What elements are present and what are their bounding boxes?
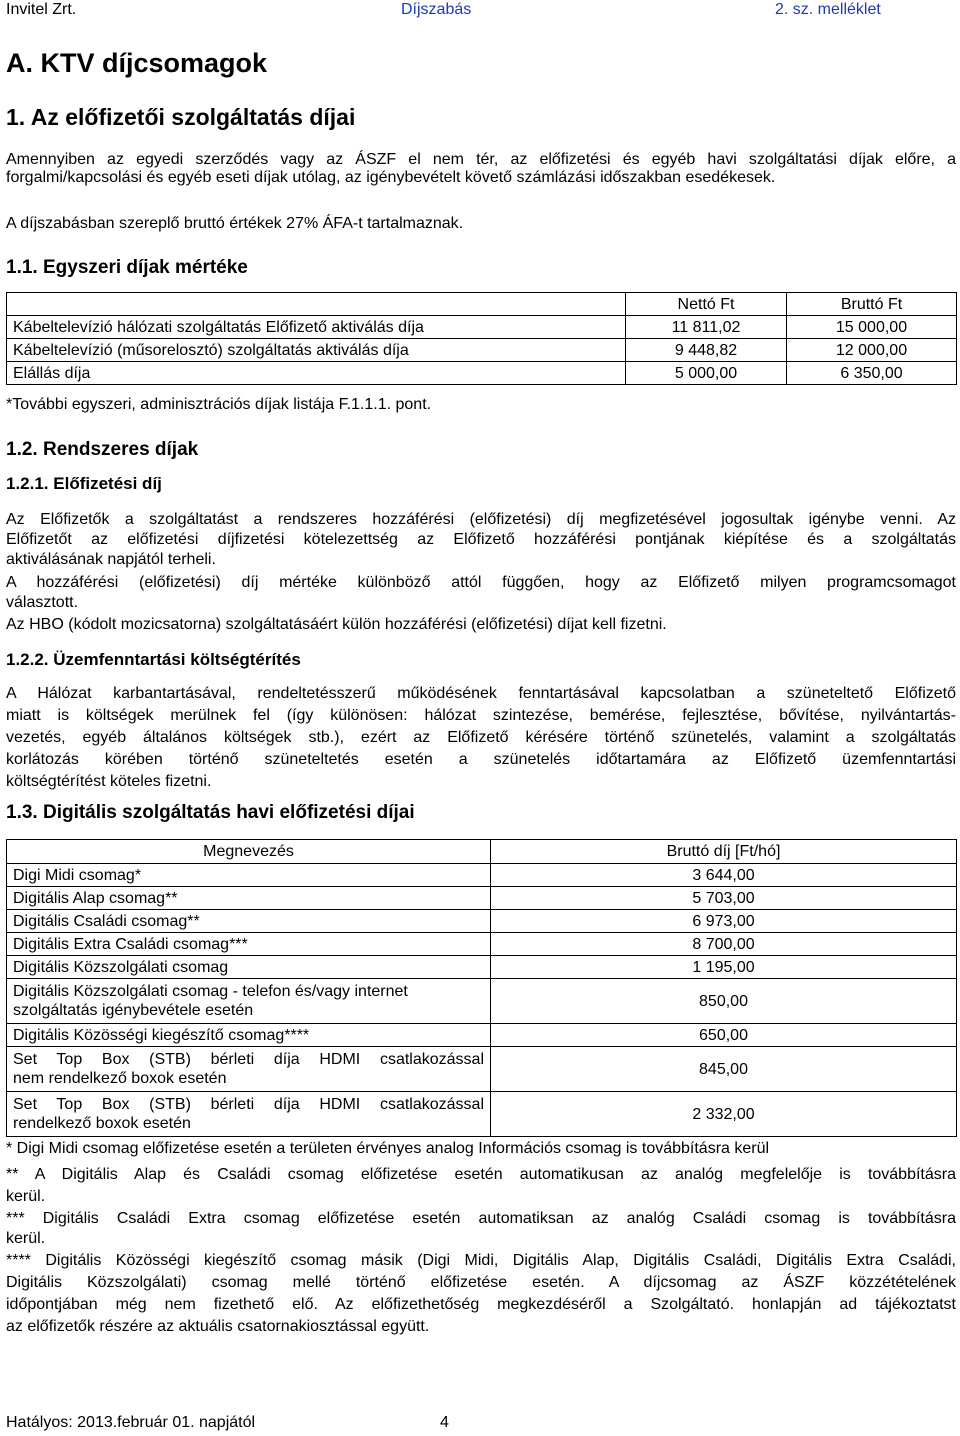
table-row xyxy=(7,910,957,933)
header-center: Díjszabás xyxy=(401,1,472,18)
table-row xyxy=(7,316,957,339)
one-time-note: *További egyszeri, adminisztrációs díjak listája F.1.1.1. pont. xyxy=(6,396,432,413)
package-name-line2: rendelkező boxok esetén xyxy=(13,1115,191,1132)
section-heading: 1. Az előfizetői szolgáltatás díjai xyxy=(6,104,356,130)
subscription-heading: 1.2.1. Előfizetési díj xyxy=(6,474,162,493)
vat-note: A díjszabásban szereplő bruttó értékek 27% ÁFA-t tartalmaznak. xyxy=(6,215,464,232)
maintenance-heading: 1.2.2. Üzemfenntartási költségtérítés xyxy=(6,650,301,669)
footnote-4-line1: **** Digitális Közösségi kiegészítő csomag másik (Digi Midi, Digitális Alap, Digitális Családi, Digitális Extra Családi, xyxy=(6,1252,956,1269)
header-right: 2. sz. melléklet xyxy=(775,1,881,18)
package-price: 2 332,00 xyxy=(491,1092,957,1137)
package-name: Digitális Közösségi kiegészítő csomag**** xyxy=(7,1024,491,1047)
table-row xyxy=(7,339,957,362)
one-time-heading: 1.1. Egyszeri díjak mértéke xyxy=(6,257,248,278)
footnote-3-line2: kerül. xyxy=(6,1230,46,1247)
footer-effective-date: Hatályos: 2013.február 01. napjától xyxy=(6,1414,256,1431)
header-company: Invitel Zrt. xyxy=(6,1,77,18)
table-row xyxy=(7,1092,957,1137)
package-price: 650,00 xyxy=(491,1024,957,1047)
package-price: 6 973,00 xyxy=(491,910,957,933)
one-time-fees-table xyxy=(6,292,957,385)
package-name xyxy=(7,1092,491,1137)
digital-heading: 1.3. Digitális szolgáltatás havi előfizetési díjai xyxy=(6,802,415,823)
maintenance-line4: korlátozás körében történő szüneteltetés esetén a szünetelés időtartamára az Előfizető üzemfenntartási xyxy=(6,751,956,768)
table-row xyxy=(7,887,957,910)
package-name-line1: Set Top Box (STB) bérleti díja HDMI csatlakozással xyxy=(13,1096,484,1113)
footnote-2-line2: kerül. xyxy=(6,1188,46,1205)
package-name: Digitális Családi csomag** xyxy=(7,910,491,933)
package-price: 845,00 xyxy=(491,1047,957,1092)
table-row xyxy=(7,362,957,385)
subscription-p2-line1: A hozzáférési (előfizetési) díj mértéke különböző attól függően, hogy az Előfizető milyen programcsomagot xyxy=(6,574,956,591)
table-row xyxy=(7,933,957,956)
fee-gross: 15 000,00 xyxy=(787,316,957,339)
fee-gross: 12 000,00 xyxy=(787,339,957,362)
table-row xyxy=(7,1047,957,1092)
footnote-4-line4: az előfizetők részére az aktuális csatornakiosztással együtt. xyxy=(6,1318,430,1335)
maintenance-line5: költségtérítést köteles fizetni. xyxy=(6,773,212,790)
recurring-heading: 1.2. Rendszeres díjak xyxy=(6,439,199,460)
package-name-line1: Digitális Közszolgálati csomag - telefon és/vagy internet xyxy=(13,983,408,1000)
footnote-1: * Digi Midi csomag előfizetése esetén a területen érvényes analog Információs csomag is továbbításra kerül xyxy=(6,1140,770,1157)
package-name: Digi Midi csomag* xyxy=(7,864,491,887)
subscription-p1-line1: Az Előfizetők a szolgáltatást a rendszeres hozzáférési (előfizetési) díj megfizetésével jogosultak igénybe venni. Az xyxy=(6,511,956,528)
table-header-row xyxy=(7,293,957,316)
table-row xyxy=(7,864,957,887)
package-name xyxy=(7,1047,491,1092)
fee-net: 9 448,82 xyxy=(626,339,787,362)
subscription-p2-line2: választott. xyxy=(6,594,79,611)
intro-line-2: forgalmi/kapcsolási és egyéb eseti díjak utólag, az igénybevételt követő számlázási időszakban esedékesek. xyxy=(6,169,776,186)
fee-net: 11 811,02 xyxy=(626,316,787,339)
subscription-p3: Az HBO (kódolt mozicsatorna) szolgáltatásáért külön hozzáférési (előfizetési) díjat kell fizetni. xyxy=(6,616,667,633)
col-name: Megnevezés xyxy=(7,840,491,864)
package-name-line2: nem rendelkező boxok esetén xyxy=(13,1070,227,1087)
intro-line-1: Amennyiben az egyedi szerződés vagy az ÁSZF el nem tér, az előfizetési és egyéb havi szolgáltatási díjak előre, a xyxy=(6,151,956,168)
subscription-p1-line3: aktiválásának napjától terheli. xyxy=(6,551,216,568)
fee-name: Kábeltelevízió hálózati szolgáltatás Előfizető aktiválás díja xyxy=(7,316,626,339)
table-row xyxy=(7,1024,957,1047)
table-header-row xyxy=(7,840,957,864)
package-name-line2: szolgáltatás igénybevétele esetén xyxy=(13,1002,254,1019)
footnote-2-line1: ** A Digitális Alap és Családi csomag előfizetése esetén automatikusan az analóg megfelelője is továbbításra xyxy=(6,1166,956,1183)
package-name: Digitális Extra Családi csomag*** xyxy=(7,933,491,956)
fee-name: Kábeltelevízió (műsorelosztó) szolgáltatás aktiválás díja xyxy=(7,339,626,362)
footnote-3-line1: *** Digitális Családi Extra csomag előfizetése esetén automatiksan az analóg Családi csomag is továbbításra xyxy=(6,1210,956,1227)
package-name: Digitális Alap csomag** xyxy=(7,887,491,910)
footnote-4-line3: időpontjában még nem fizethető elő. Az előfizethetőség megkezdéséről a Szolgáltató. honlapján ad tájékoztatst xyxy=(6,1296,956,1313)
package-price: 8 700,00 xyxy=(491,933,957,956)
package-name xyxy=(7,979,491,1024)
package-price: 850,00 xyxy=(491,979,957,1024)
digital-packages-table xyxy=(6,839,957,1137)
fee-name: Elállás díja xyxy=(7,362,626,385)
table-row xyxy=(7,956,957,979)
package-name-line1: Set Top Box (STB) bérleti díja HDMI csatlakozással xyxy=(13,1051,484,1068)
package-price: 1 195,00 xyxy=(491,956,957,979)
package-name: Digitális Közszolgálati csomag xyxy=(7,956,491,979)
maintenance-line2: miatt is költségek merülnek fel (így különösen: hálózat szintezése, bemérése, fejlesztése, bővítése, nyilvántartás- xyxy=(6,707,956,724)
page-number: 4 xyxy=(440,1414,449,1431)
footnote-4-line2: Digitális Közszolgálati) csomag mellé történő előfizetése esetén. A díjcsomag az ÁSZF közzétételének xyxy=(6,1274,956,1291)
fee-gross: 6 350,00 xyxy=(787,362,957,385)
subscription-p1-line2: Előfizetőt az előfizetési díjfizetési kötelezettség az Előfizető hozzáférési pontjának kiépítése és a szolgáltatás xyxy=(6,531,956,548)
page-title: A. KTV díjcsomagok xyxy=(6,48,268,78)
package-price: 3 644,00 xyxy=(491,864,957,887)
package-price: 5 703,00 xyxy=(491,887,957,910)
maintenance-line1: A Hálózat karbantartásával, rendeltetésszerű működésének fenntartásával kapcsolatban a szüneteltető Előfizető xyxy=(6,685,956,702)
col-gross: Bruttó Ft xyxy=(787,293,957,316)
maintenance-line3: vezetés, egyéb általános költségek stb.), ezért az Előfizető kérésére történő szünetelés, valamint a szolgáltatás xyxy=(6,729,956,746)
fee-net: 5 000,00 xyxy=(626,362,787,385)
col-price: Bruttó díj [Ft/hó] xyxy=(491,840,957,864)
table-row xyxy=(7,979,957,1024)
col-net: Nettó Ft xyxy=(626,293,787,316)
